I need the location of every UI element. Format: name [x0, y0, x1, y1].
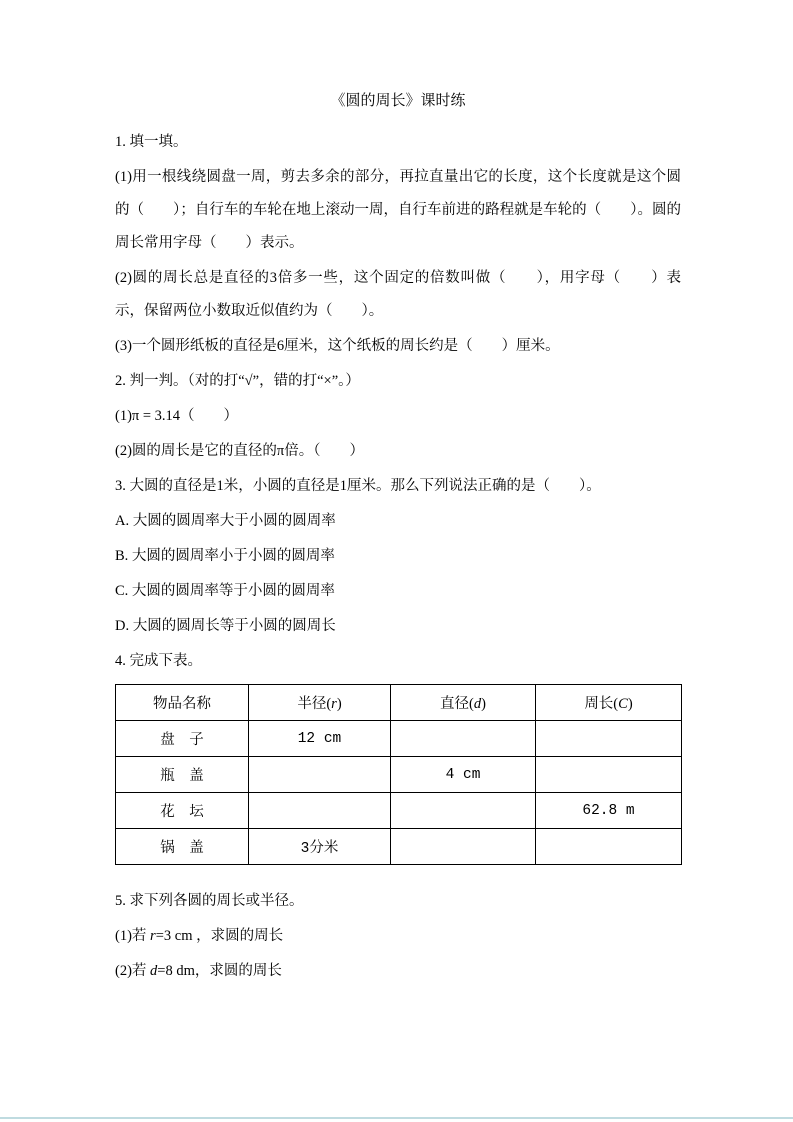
row-1-name: 盘 子 [116, 721, 249, 757]
q5-item-1-var: r [150, 928, 156, 944]
table-header-row [116, 685, 682, 721]
row-1-diameter [391, 721, 536, 757]
table-row [116, 829, 682, 865]
question-2-item-2: (2)圆的周长是它的直径的π倍。（ ） [115, 443, 364, 459]
row-3-name: 花 坛 [116, 793, 249, 829]
table-header-diameter [391, 685, 536, 721]
header-item-name-text: 物品名称 [153, 696, 211, 712]
row-2-name: 瓶 盖 [116, 757, 249, 793]
header-diameter-var: d [473, 696, 482, 712]
question-5-item-1 [115, 920, 681, 953]
question-5-item-2 [115, 955, 681, 988]
row-2-radius [249, 757, 391, 793]
question-5-header: 5. 求下列各圆的周长或半径。 [115, 893, 304, 909]
question-2 [115, 365, 681, 468]
question-3 [115, 470, 681, 643]
q5-item-2-pre: (2)若 [115, 963, 151, 979]
question-3-option-d: D. 大圆的圆周长等于小圆的圆周长 [115, 618, 336, 634]
page-title: 《圆的周长》课时练 [330, 93, 466, 109]
row-2-circumference [536, 757, 682, 793]
table-header-circumference [536, 685, 682, 721]
q5-item-2-var: d [150, 963, 158, 979]
table-row [116, 757, 682, 793]
header-diameter-post: ) [481, 696, 486, 712]
row-1-radius: 12 cm [249, 721, 391, 757]
question-4 [115, 645, 681, 865]
header-circumference-var: C [618, 696, 628, 712]
row-3-circumference: 62.8 m [536, 793, 682, 829]
header-circumference-pre: 周长( [584, 696, 619, 712]
row-1-circumference [536, 721, 682, 757]
question-1-item-3: (3)一个圆形纸板的直径是6厘米，这个纸板的周长约是（ ）厘米。 [115, 338, 560, 354]
q5-item-1-pre: (1)若 [115, 928, 151, 944]
question-1-header: 1. 填一填。 [115, 134, 188, 150]
q5-item-2-post: =8 dm，求圆的周长 [157, 963, 282, 979]
question-1-item-1: (1)用一根线绕圆盘一周，剪去多余的部分，再拉直量出它的长度，这个长度就是这个圆的（ ）；自行车的车轮在地上滚动一周，自行车前进的路程就是车轮的（ ）。圆的周长常用字母（ ）表示。 [115, 169, 681, 251]
header-radius-post: ) [336, 696, 342, 712]
question-3-header: 3. 大圆的直径是1米，小圆的直径是1厘米。那么下列说法正确的是（ ）。 [115, 478, 601, 494]
row-4-name: 锅 盖 [116, 829, 249, 865]
q5-item-1-post: =3 cm ，求圆的周长 [155, 928, 284, 944]
row-2-diameter: 4 cm [391, 757, 536, 793]
question-1-item-2: (2)圆的周长总是直径的3倍多一些，这个固定的倍数叫做（ ），用字母（ ）表示，保留两位小数取近似值约为（ ）。 [115, 270, 681, 319]
row-4-radius: 3分米 [249, 829, 391, 865]
question-3-option-b: B. 大圆的圆周率小于小圆的圆周率 [115, 548, 335, 564]
header-diameter-pre: 直径( [440, 696, 474, 712]
header-radius-var: r [331, 696, 337, 712]
table-header-item-name [116, 685, 249, 721]
table-row [116, 793, 682, 829]
row-3-diameter [391, 793, 536, 829]
row-4-circumference [536, 829, 682, 865]
question-5 [115, 885, 681, 988]
row-4-diameter [391, 829, 536, 865]
question-2-item-1: (1)π = 3.14（ ） [115, 408, 239, 424]
header-circumference-post: ) [627, 696, 633, 712]
table-row [116, 721, 682, 757]
question-3-options [115, 505, 681, 643]
page-bottom-border [0, 1117, 793, 1119]
table-header-radius [249, 685, 391, 721]
fill-in-table [115, 684, 682, 865]
question-1 [115, 126, 681, 363]
header-radius-pre: 半径( [297, 696, 332, 712]
question-3-option-c: C. 大圆的圆周率等于小圆的圆周率 [115, 583, 335, 599]
row-3-radius [249, 793, 391, 829]
question-3-option-a: A. 大圆的圆周率大于小圆的圆周率 [115, 513, 336, 529]
question-2-header: 2. 判一判。（对的打“√”，错的打“×”。） [115, 373, 360, 389]
question-4-header: 4. 完成下表。 [115, 653, 202, 669]
